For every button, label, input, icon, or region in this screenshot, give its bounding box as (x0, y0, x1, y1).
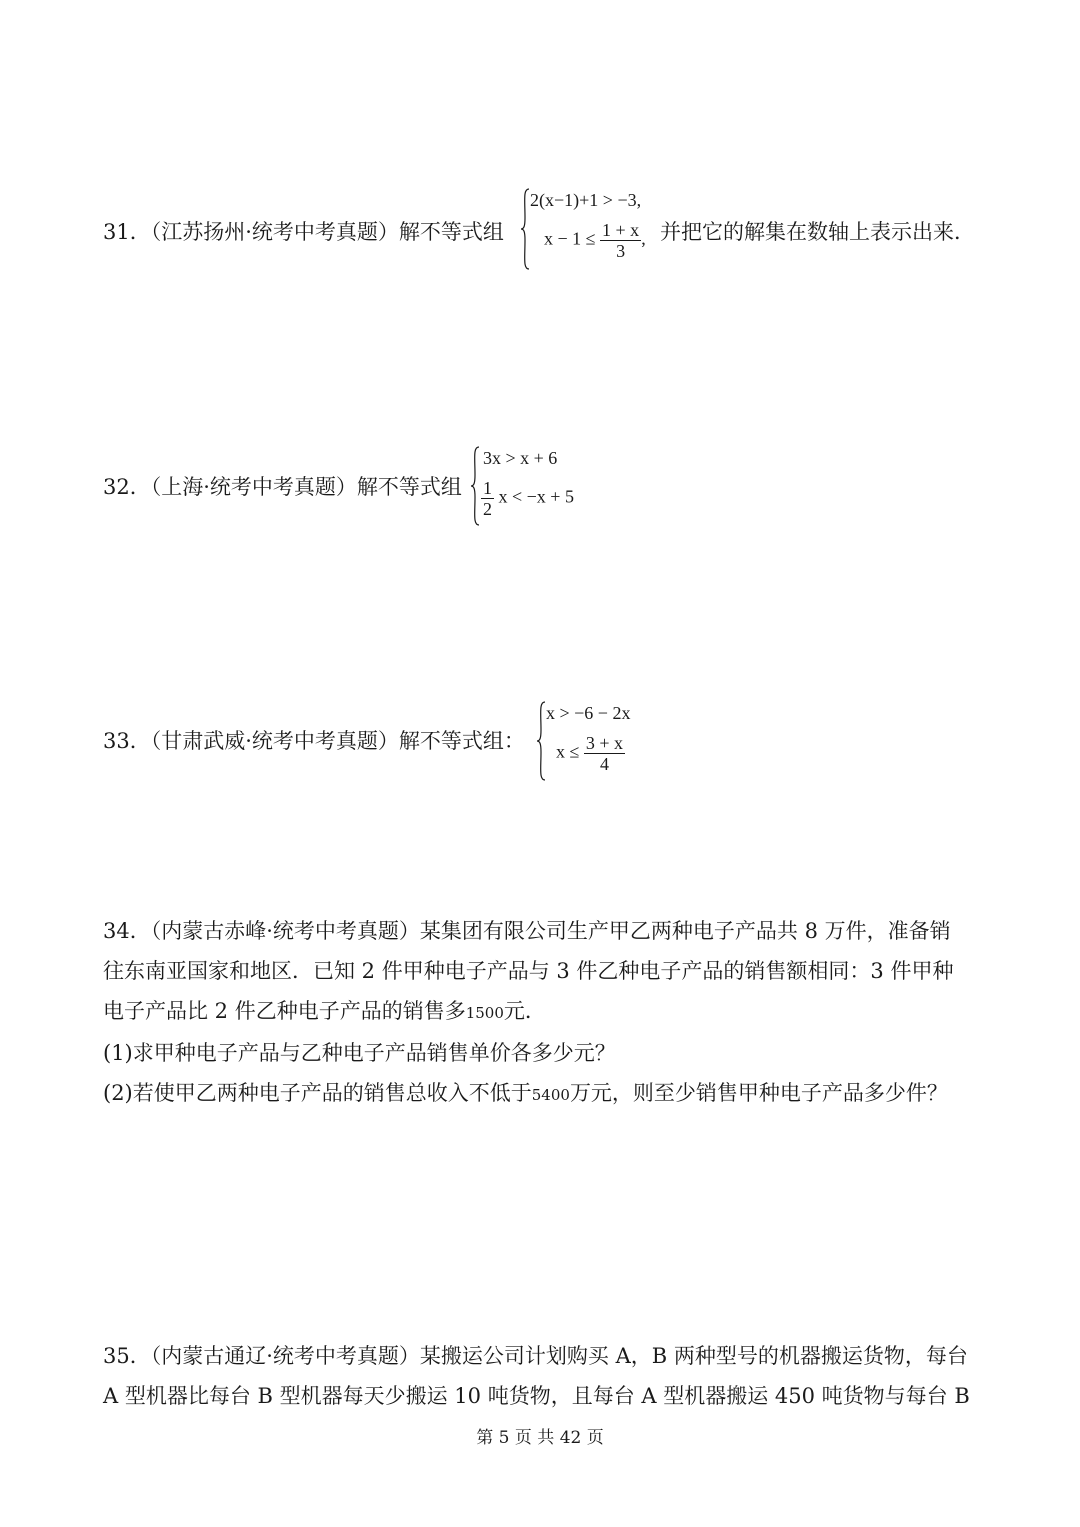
brace-icon (520, 188, 530, 270)
q35-line2: A 型机器比每台 B 型机器每天少搬运 10 吨货物，且每台 A 型机器搬运 450 吨货物与每台 B (103, 1384, 970, 1408)
q34-line2: 往东南亚国家和地区．已知 2 件甲种电子产品与 3 件乙种电子产品的销售额相同：3 件甲种 (103, 959, 954, 983)
question-31-text: 31．（江苏扬州·统考中考真题）解不等式组 (103, 220, 504, 244)
question-32-system (470, 446, 590, 526)
brace-icon (536, 701, 546, 781)
q31-line2: x − 1 ≤ $\frac{1 + x}{3}$ , (544, 220, 646, 261)
q33-line2: x ≤ $\frac{3 + x}{4}$ (556, 733, 624, 774)
question-33-text: 33．（甘肃武威·统考中考真题）解不等式组： (103, 729, 525, 753)
q34-sub2: (2)若使甲乙两种电子产品的销售总收入不低于5400万元，则至少销售甲种电子产品多少件？ (103, 1081, 948, 1105)
question-31-tail: 并把它的解集在数轴上表示出来． (660, 220, 975, 244)
q31-line1: 2(x−1)+1 > −3, (530, 190, 642, 210)
page-footer: 第 5 页 共 42 页 (476, 1428, 604, 1448)
brace-icon (470, 446, 480, 526)
question-31-system (520, 188, 660, 270)
q34-sub1: (1)求甲种电子产品与乙种电子产品销售单价各多少元？ (103, 1041, 616, 1065)
question-34 (103, 911, 983, 1115)
question-32-text: 32．（上海·统考中考真题）解不等式组 (103, 475, 462, 499)
question-35 (103, 1336, 983, 1416)
question-33-system (536, 701, 646, 781)
q35-line1: 35．（内蒙古通辽·统考中考真题）某搬运公司计划购买 A，B 两种型号的机器搬运货物，每台 (103, 1344, 968, 1368)
q32-line1: 3x > x + 6 (483, 448, 558, 468)
q33-line1: x > −6 − 2x (546, 703, 631, 723)
q34-line1: 34．（内蒙古赤峰·统考中考真题）某集团有限公司生产甲乙两种电子产品共 8 万件，准备销 (103, 919, 951, 943)
q34-line3: 电子产品比 2 件乙种电子产品的销售多1500元． (103, 999, 546, 1023)
q32-line2: $\frac{1}{2}$ x < −x + 5 (483, 478, 574, 519)
